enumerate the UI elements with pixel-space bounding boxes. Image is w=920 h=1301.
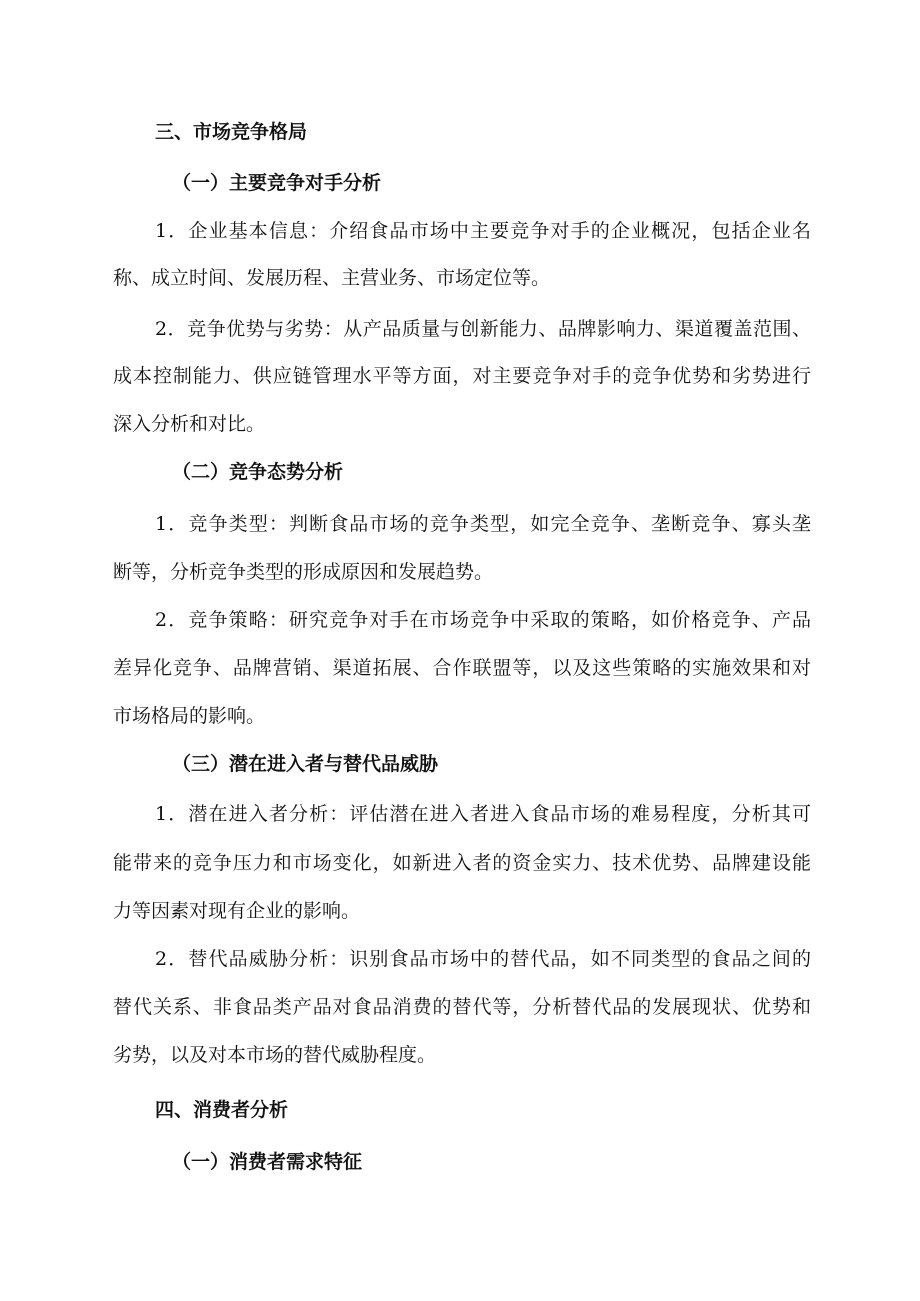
paragraph-line: 1．企业基本信息：介绍食品市场中主要竞争对手的企业概况，包括企业名 bbox=[155, 220, 811, 242]
paragraph-line: 2．竞争策略：研究竞争对手在市场竞争中采取的策略，如价格竞争、产品 bbox=[155, 609, 811, 631]
section-4-heading: 四、消费者分析 bbox=[155, 1099, 289, 1121]
paragraph-line: 1．竞争类型：判断食品市场的竞争类型，如完全竞争、垄断竞争、寡头垄 bbox=[155, 513, 811, 535]
paragraph-line: 称、成立时间、发展历程、主营业务、市场定位等。 bbox=[113, 267, 551, 289]
section-3-heading: 三、市场竞争格局 bbox=[155, 121, 308, 143]
paragraph-line: 2．竞争优势与劣势：从产品质量与创新能力、品牌影响力、渠道覆盖范围、 bbox=[155, 318, 811, 340]
paragraph-line: 力等因素对现有企业的影响。 bbox=[113, 900, 361, 922]
paragraph-line: 成本控制能力、供应链管理水平等方面，对主要竞争对手的竞争优势和劣势进行 bbox=[113, 365, 811, 387]
paragraph-line: 市场格局的影响。 bbox=[113, 705, 266, 727]
paragraph-line: 能带来的竞争压力和市场变化，如新进入者的资金实力、技术优势、品牌建设能 bbox=[113, 852, 811, 874]
paragraph-line: 替代关系、非食品类产品对食品消费的替代等，分析替代品的发展现状、优势和 bbox=[113, 996, 811, 1018]
paragraph-line: 深入分析和对比。 bbox=[113, 413, 266, 435]
paragraph-line: 劣势，以及对本市场的替代威胁程度。 bbox=[113, 1044, 437, 1066]
subsection-3-2-heading: （二）竞争态势分析 bbox=[172, 461, 344, 483]
paragraph-line: 1．潜在进入者分析：评估潜在进入者进入食品市场的难易程度，分析其可 bbox=[155, 803, 811, 825]
paragraph-line: 2．替代品威胁分析：识别食品市场中的替代品，如不同类型的食品之间的 bbox=[155, 948, 811, 970]
paragraph-line: 差异化竞争、品牌营销、渠道拓展、合作联盟等，以及这些策略的实施效果和对 bbox=[113, 657, 811, 679]
subsection-4-1-heading: （一）消费者需求特征 bbox=[172, 1151, 363, 1173]
subsection-3-3-heading: （三）潜在进入者与替代品威胁 bbox=[172, 753, 439, 775]
subsection-3-1-heading: （一）主要竞争对手分析 bbox=[172, 172, 382, 194]
paragraph-line: 断等，分析竞争类型的形成原因和发展趋势。 bbox=[113, 561, 494, 583]
